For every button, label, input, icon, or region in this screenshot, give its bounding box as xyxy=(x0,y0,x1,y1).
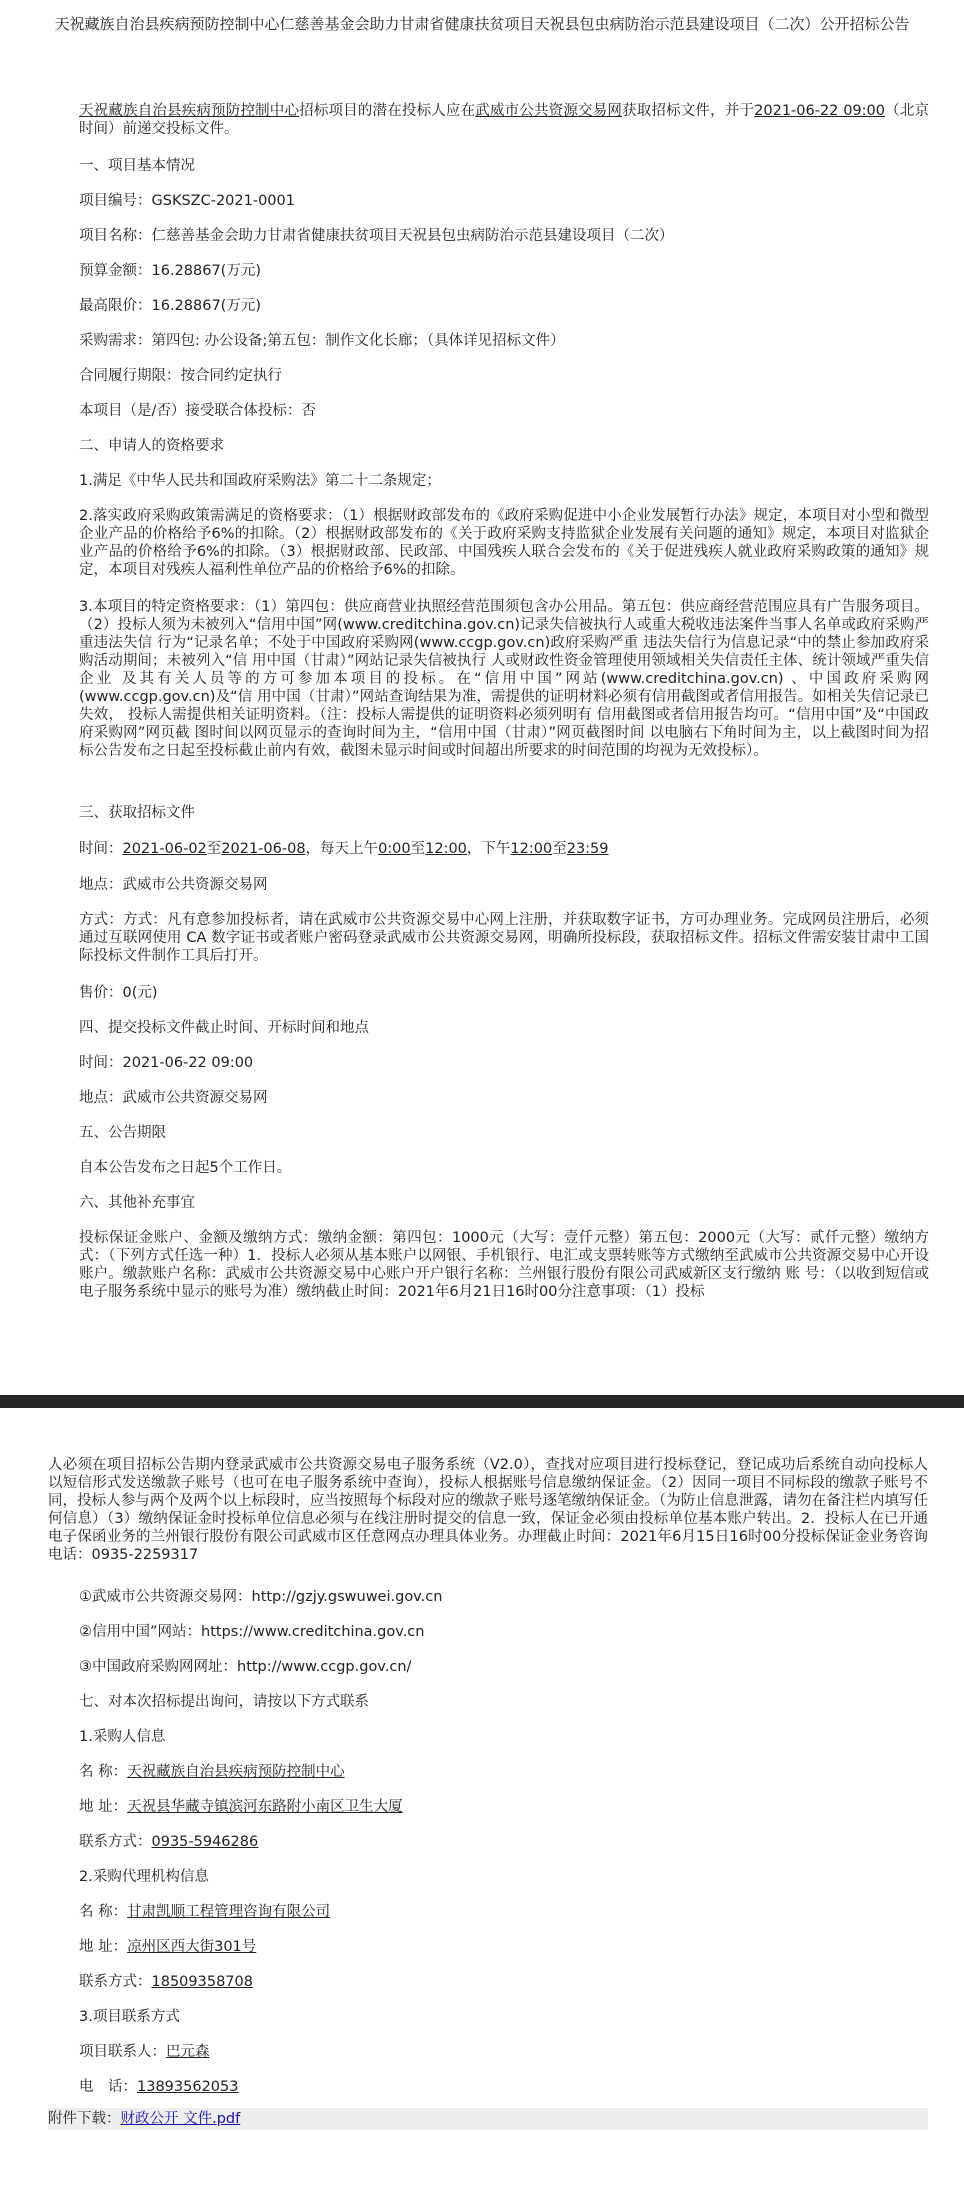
intro-paragraph: 天祝藏族自治县疾病预防控制中心招标项目的潜在投标人应在武威市公共资源交易网获取招标文件，并于2021-06-22 09:00（北京时间）前递交投标文件。 xyxy=(79,103,930,137)
project-code: 项目编号：GSKSZC-2021-0001 xyxy=(79,193,295,209)
buyer-link[interactable]: 天祝藏族自治县疾病预防控制中心 xyxy=(79,103,300,119)
max-price: 最高限价：16.28867(万元) xyxy=(79,298,261,314)
project-phone: 13893562053 xyxy=(137,2079,239,2095)
buyer-name-row: 名 称：天祝藏族自治县疾病预防控制中心 xyxy=(79,1764,345,1780)
announcement-title: 天祝藏族自治县疾病预防控制中心仁慈善基金会助力甘肃省健康扶贫项目天祝县包虫病防治示范县建设项目（二次）公开招标公告 xyxy=(54,15,910,33)
section-5-heading: 五、公告期限 xyxy=(79,1125,166,1141)
agent-name: 甘肃凯顺工程管理咨询有限公司 xyxy=(127,1904,331,1920)
requirement-3: 3.本项目的特定资格要求：（1）第四包：供应商营业执照经营范围须包含办公用品。第五包：供应商经营范围应具有广告服务项目。（2）投标人须为未被列入“信用中国”网(www.creditchina.gov.cn)记录失信被执行人或重大税收违法案件当事人名单或政府采购严重违法失信 行为“记录名单；不处于中国政府采购网(www.ccgp.gov.cn)政府采购严重 违法失信行为信息记录“中的禁止参加政府采购活动期间；未被列入“信 用中国（甘肃）”网站记录失信被执行 人或财政性资金管理使用领域相关失信责任主体、统计领域严重失信企业 及其有关人员等的方可参加本项目的投标。在“信用中国”网站(www.creditchina.gov.cn) 、中国政府采购网(www.ccgp.gov.cn)及“信 用中国（甘肃）”网站查询结果为准，需提供的证明材料必须有信用截图或者信用报告。如相关失信记录已失效， 投标人需提供相关证明资料。（注：投标人需提供的证明资料必须列明有 信用截图或者信用报告均可。“信用中国”及“中国政府采购网”网页截 图时间以网页显示的查询时间为主，“信用中国（甘肃）”网页截图时间 以电脑右下角时间为主，以上截图时间为招标公告发布之日起至投标截止前内有效，截图未显示时间或时间超出所要求的时间范围的均视为无效投标）。 xyxy=(79,599,929,759)
consortium: 本项目（是/否）接受联合体投标：否 xyxy=(79,403,316,419)
requirement-2: 2.落实政府采购政策需满足的资格要求：（1）根据财政部发布的《政府采购促进中小企业发展暂行办法》规定，本项目对小型和微型企业产品的价格给予6%的扣除。（2）根据财政部发布的《关于政府采购支持监狱企业发展有关问题的通知》规定，本项目对监狱企业产品的价格给予6%的扣除。（3）根据财政部、民政部、中国残疾人联合会发布的《关于促进残疾人就业政府采购政策的通知》规定，本项目对残疾人福利性单位产品的价格给予6%的扣除。 xyxy=(79,508,929,578)
section-2-heading: 二、申请人的资格要求 xyxy=(79,438,224,454)
attachment-bar xyxy=(48,2108,928,2130)
deposit-info-part2: 人必须在项目招标公告期内登录武威市公共资源交易电子服务系统（V2.0），查找对应项目进行投标登记，登记成功后系统自动向投标人以短信形式发送缴款子账号（也可在电子服务系统中查询），投标人根据账号信息缴纳保证金。（2）因同一项目不同标段的缴款子账号不同，投标人参与两个及两个以上标段时，应当按照每个标段对应的缴款子账号逐笔缴纳保证金。（为防止信息泄露，请勿在备注栏内填写任何信息）（3）缴纳保证金时投标单位信息必须与在线注册时提交的信息一致，保证金必须由投标单位基本账户转出。2．投标人在已开通电子保函业务的兰州银行股份有限公司武威市区任意网点办理具体业务。办理截止时间：2021年6月15日16时00分投标保证金业务咨询电话：0935-2259317 xyxy=(48,1457,928,1563)
website-3: ③中国政府采购网网址：http://www.ccgp.gov.cn/ xyxy=(79,1659,412,1675)
price: 售价：0(元) xyxy=(79,985,158,1001)
section-1-heading: 一、项目基本情况 xyxy=(79,158,195,174)
budget: 预算金额：16.28867(万元) xyxy=(79,263,261,279)
buyer-name: 天祝藏族自治县疾病预防控制中心 xyxy=(127,1764,345,1780)
section-7-heading: 七、对本次招标提出询问，请按以下方式联系 xyxy=(79,1694,369,1710)
contract-term: 合同履行期限：按合同约定执行 xyxy=(79,368,282,384)
agent-heading: 2.采购代理机构信息 xyxy=(79,1869,209,1885)
requirement-1: 1.满足《中华人民共和国政府采购法》第二十二条规定； xyxy=(79,473,441,489)
website-1: ①武威市公共资源交易网：http://gzjy.gswuwei.gov.cn xyxy=(79,1589,443,1605)
project-phone-row: 电 话：13893562053 xyxy=(79,2079,239,2095)
attachment-label: 附件下载： xyxy=(48,2111,121,2127)
section-4-heading: 四、提交投标文件截止时间、开标时间和地点 xyxy=(79,1020,369,1036)
buyer-phone: 0935-5946286 xyxy=(151,1834,259,1850)
project-contact-row: 项目联系人：巴元森 xyxy=(79,2044,210,2060)
agent-name-row: 名 称：甘肃凯顺工程管理咨询有限公司 xyxy=(79,1904,331,1920)
agent-address: 凉州区西大街301号 xyxy=(127,1939,257,1955)
website-2: ②信用中国”网站：https://www.creditchina.gov.cn xyxy=(79,1624,425,1640)
deadline-time: 时间：2021-06-22 09:00 xyxy=(79,1055,254,1071)
obtain-place: 地点：武威市公共资源交易网 xyxy=(79,877,268,893)
notice-period: 自本公告发布之日起5个工作日。 xyxy=(79,1160,292,1176)
section-6-heading: 六、其他补充事宜 xyxy=(79,1195,195,1211)
buyer-address-row: 地 址：天祝县华藏寺镇滨河东路附小南区卫生大厦 xyxy=(79,1799,403,1815)
obtain-time: 时间：2021-06-02至2021-06-08，每天上午0:00至12:00，下午12:00至23:59 xyxy=(79,841,609,857)
buyer-address: 天祝县华藏寺镇滨河东路附小南区卫生大厦 xyxy=(127,1799,403,1815)
page-2 xyxy=(0,1408,964,2194)
procurement-demand: 采购需求：第四包: 办公设备;第五包：制作文化长廊；（具体详见招标文件） xyxy=(79,333,565,349)
attachment-download-link[interactable]: 财政公开 文件.pdf xyxy=(120,2111,241,2127)
page-separator xyxy=(0,1395,964,1408)
deposit-info-part1: 投标保证金账户、金额及缴纳方式：缴纳金额：第四包：1000元（大写：壹仟元整）第五包：2000元（大写：贰仟元整）缴纳方式：（下列方式任选一种）1．投标人必须从基本账户以网银、手机银行、电汇或支票转账等方式缴纳至武威市公共资源交易中心开设账户。缴款账户名称：武威市公共资源交易中心账户开户银行名称：兰州银行股份有限公司武威新区支行缴纳 账 号：（以收到短信或电子服务系统中显示的账号为准）缴纳截止时间：2021年6月21日16时00分注意事项：（1）投标 xyxy=(79,1230,929,1300)
agent-phone: 18509358708 xyxy=(151,1974,253,1990)
buyer-phone-row: 联系方式：0935-5946286 xyxy=(79,1834,259,1850)
project-contact-heading: 3.项目联系方式 xyxy=(79,2009,180,2025)
project-contact-person: 巴元森 xyxy=(166,2044,210,2060)
agent-phone-row: 联系方式：18509358708 xyxy=(79,1974,253,1990)
trading-site-link[interactable]: 武威市公共资源交易网 xyxy=(475,103,623,119)
obtain-method: 方式：方式：凡有意参加投标者，请在武威市公共资源交易中心网上注册，并获取数字证书，方可办理业务。完成网员注册后，必须通过互联网使用 CA 数字证书或者账户密码登录武威市公共资源交易网，明确所投标段，获取招标文件。招标文件需安装甘肃中工国际投标文件制作工具后打开。 xyxy=(79,912,929,964)
project-name: 项目名称：仁慈善基金会助力甘肃省健康扶贫项目天祝县包虫病防治示范县建设项目（二次） xyxy=(79,228,674,244)
buyer-heading: 1.采购人信息 xyxy=(79,1729,166,1745)
agent-address-row: 地 址：凉州区西大街301号 xyxy=(79,1939,257,1955)
deadline-place: 地点：武威市公共资源交易网 xyxy=(79,1090,268,1106)
section-3-heading: 三、获取招标文件 xyxy=(79,805,195,821)
deadline-link[interactable]: 2021-06-22 09:00 xyxy=(754,103,885,119)
